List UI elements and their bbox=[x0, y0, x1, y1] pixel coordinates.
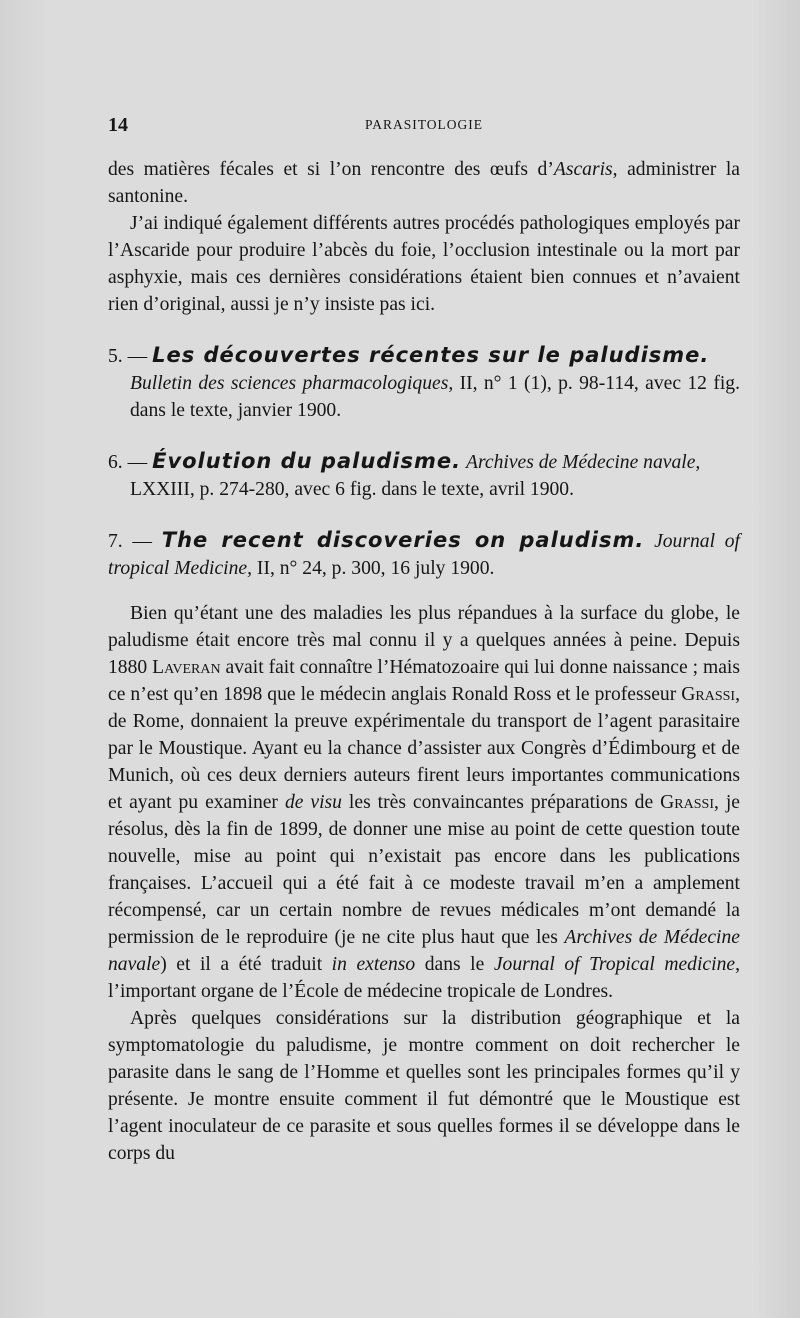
journal-name: Bulletin des sciences pharmacologiques, bbox=[130, 373, 454, 394]
italic-term: Ascaris bbox=[553, 159, 613, 180]
paragraph-pathology: J’ai indiqué également différents autres procédés pathologiques employés par l’Ascaride pour produire l’abcès du foie, l’occlusion intestinale ou la mort par asphyxie, mais ces dernières considérations étaient bien connues et n’avaient rien d’original, aussi je n’y insiste pas ici. bbox=[108, 213, 740, 315]
author-name: Laveran bbox=[152, 657, 221, 678]
page-body bbox=[108, 156, 740, 1167]
italic-term: in extenso bbox=[331, 954, 416, 975]
paragraph-ascaris-treatment bbox=[108, 156, 740, 210]
text-run: , de Rome, donnaient la preuve expérimentale du transport de l’agent parasitaire par le Moustique. Ayant eu la chance d’assister aux Congrès d’Édimbourg et de Munich, où ces deux derniers auteurs firent leurs importantes communications et ayant pu examiner bbox=[108, 684, 740, 813]
text-run: , l’important organe de l’École de médecine tropicale de Londres. bbox=[108, 954, 740, 1002]
reference-number: 7. — bbox=[108, 531, 162, 552]
text-run: , je résolus, dès la fin de 1899, de donner une mise au point de cette question toute nouvelle, mise au point qui n’existait pas encore dans les publications françaises. L’accueil qui a été fait à ce modeste travail m’en a amplement récompensé, car un certain nombre de revues médicales m’ont demandé la permission de le reproduire (je ne cite plus haut que les bbox=[108, 792, 741, 948]
reference-details: II, n° 1 (1), p. 98-114, avec 12 fig. dans le texte, janvier 1900. bbox=[130, 373, 740, 421]
reference-title: Évolution du paludisme. bbox=[152, 449, 462, 473]
text-run: avait fait connaître l’Hématozoaire qui lui donne naissance ; mais ce n’est qu’en 1898 que le médecin anglais Ronald Ross et le professeur bbox=[108, 657, 740, 705]
running-title: PARASITOLOGIE bbox=[364, 117, 483, 132]
page-header bbox=[108, 114, 740, 138]
reference-title: Les découvertes récentes sur le paludisme. bbox=[152, 343, 710, 367]
reference-6 bbox=[108, 448, 740, 503]
journal-name: Archives de Médecine navale, bbox=[466, 452, 701, 473]
paragraph-parasite-research: Après quelques considérations sur la distribution géographique et la symptomatologie du paludisme, je montre comment on doit rechercher le parasite dans le sang de l’Homme et quelles sont les principales formes qu’il y présente. Je montre ensuite comment il fut démontré que le Moustique est l’agent inoculateur de ce parasite et sous quelles formes il se développe dans le corps du bbox=[108, 1008, 740, 1164]
author-name: Grassi bbox=[681, 684, 736, 705]
text-run: Bien qu’étant une des maladies les plus répandues à la surface du globe, le paludisme était encore très mal connu il y a quelques années à peine. Depuis 1880 bbox=[108, 603, 740, 678]
italic-term: Archives de Médecine navale bbox=[108, 927, 740, 975]
author-name: Grassi bbox=[660, 792, 714, 813]
reference-source bbox=[108, 370, 740, 424]
journal-name: Journal of tropical Medicine, bbox=[108, 531, 740, 579]
text-run: des matières fécales et si l’on rencontre des œufs d’ bbox=[108, 159, 554, 180]
paragraph-summary bbox=[108, 600, 740, 1005]
reference-details: LXXIII, p. 274-280, avec 6 fig. dans le texte, avril 1900. bbox=[130, 479, 574, 500]
text-run: dans le bbox=[415, 954, 494, 975]
italic-term: Journal of Tropical medicine bbox=[493, 954, 736, 975]
reference-title: The recent discoveries on paludism. bbox=[161, 528, 645, 552]
page-number: 14 bbox=[108, 114, 128, 136]
reference-7 bbox=[108, 527, 740, 582]
text-run: les très convaincantes préparations de bbox=[341, 792, 661, 813]
reference-5 bbox=[108, 342, 740, 424]
text-run: , administrer la santonine. bbox=[108, 159, 740, 207]
reference-source bbox=[108, 476, 740, 503]
reference-number: 5. — bbox=[108, 346, 153, 367]
italic-term: de visu bbox=[284, 792, 342, 813]
reference-number: 6. — bbox=[108, 452, 153, 473]
reference-details: II, n° 24, p. 300, 16 july 1900. bbox=[252, 558, 495, 579]
text-run: ) et il a été traduit bbox=[160, 954, 332, 975]
